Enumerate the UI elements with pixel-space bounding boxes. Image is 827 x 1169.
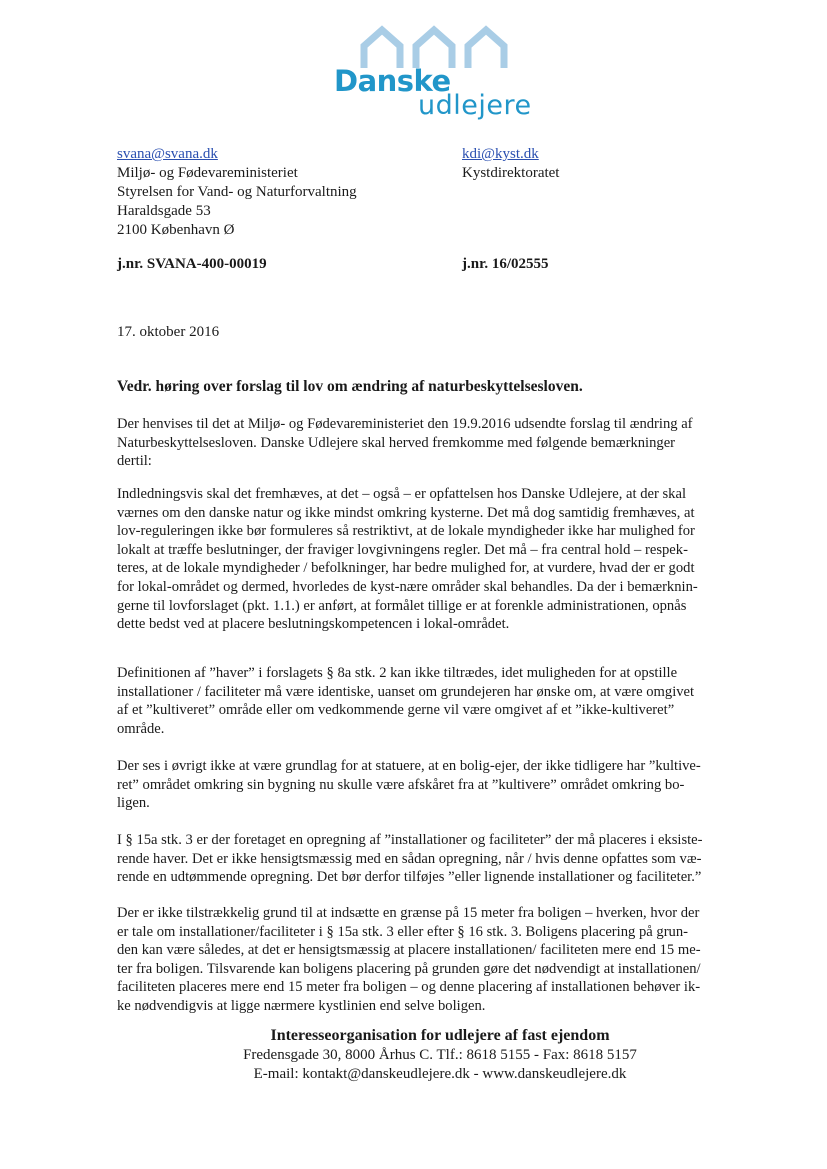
paragraph-line: dette bedst ved at placere beslutningskompetencen i lokal-området. xyxy=(117,616,510,633)
paragraph-line: ret” området omkring sin bygning nu skulle være afskåret fra at ”kultivere” området omkring bo- xyxy=(117,776,685,793)
logo-word-udlejere: udlejere xyxy=(418,90,532,121)
journal-number-right: j.nr. 16/02555 xyxy=(462,256,549,272)
paragraph-line: Der ses i øvrigt ikke at være grundlag for at statuere, at en bolig-ejer, der ikke tidligere har ”kultive- xyxy=(117,758,701,774)
paragraph-line: I § 15a stk. 3 er der foretaget en opregning af ”installationer og faciliteter” der må placeres i eksiste- xyxy=(117,832,703,848)
letter-date: 17. oktober 2016 xyxy=(117,324,220,340)
danske-udlejere-logo xyxy=(330,22,570,122)
paragraph-line: Naturbeskyttelsesloven. Danske Udlejere skal herved fremkomme med følgende bemærkninger xyxy=(117,434,676,451)
paragraph-line: Definitionen af ”haver” i forslagets § 8a stk. 2 kan ikke tiltrædes, idet muligheden for at opstille xyxy=(117,665,678,681)
paragraph-line: Der henvises til det at Miljø- og Fødevareministeriet den 19.9.2016 udsendte forslag til ændring af xyxy=(117,416,693,432)
body-paragraph-1 xyxy=(117,415,757,471)
recipient-left-line: 2100 København Ø xyxy=(117,222,235,238)
body-paragraph-3 xyxy=(117,664,757,738)
recipient-left-email-link[interactable]: svana@svana.dk xyxy=(117,146,218,162)
footer-contact: E-mail: kontakt@danskeudlejere.dk - www.danskeudlejere.dk xyxy=(253,1066,627,1082)
paragraph-line: faciliteten placeres mere end 15 meter fra boligen – og denne placering af installationen behøver ik- xyxy=(117,979,701,996)
paragraph-line: for lokal-området og dermed, hvorledes de kyst-nære områder skal behandles. Da der i bemærknin- xyxy=(117,578,698,595)
body-paragraph-4 xyxy=(117,757,757,813)
paragraph-line: lokalt at træffe beslutninger, der fraviger lovgivningens regler. Det må – fra central hold – respek- xyxy=(117,541,688,558)
paragraph-line: værnes om den danske natur og ikke mindst omkring kysterne. Det må dog samtidig fremhæves, at xyxy=(117,504,695,521)
paragraph-line: Indledningsvis skal det fremhæves, at det – også – er opfattelsen hos Danske Udlejere, at der skal xyxy=(117,486,686,502)
logo-word-danske: Danske xyxy=(334,64,451,98)
paragraph-line: dertil: xyxy=(117,453,152,470)
body-paragraph-5 xyxy=(117,831,757,887)
recipient-left-line: Styrelsen for Vand- og Naturforvaltning xyxy=(117,184,357,200)
footer-title: Interesseorganisation for udlejere af fast ejendom xyxy=(270,1027,610,1044)
paragraph-line: rende en udtømmende opregning. Det bør derfor tilføjes ”eller lignende installationer og faciliteter.” xyxy=(117,869,702,886)
paragraph-line: er tale om installationer/faciliteter i § 15a stk. 3 eller efter § 16 stk. 3. Boligens placering på grun- xyxy=(117,923,689,940)
paragraph-line: gerne til lovforslaget (pkt. 1.1.) er anført, at formålet tillige er at forenkle administrationen, opnås xyxy=(117,597,687,614)
recipient-left xyxy=(117,145,357,240)
paragraph-line: ligen. xyxy=(117,795,150,812)
paragraph-line: lov-reguleringen ikke bør formuleres så restriktivt, at de lokale myndigheder ikke har mulighed for xyxy=(117,523,695,540)
paragraph-line: den kan være således, at det er hensigtsmæssig at placere installationen/ faciliteten mere end 15 me- xyxy=(117,942,701,959)
recipient-left-line: Miljø- og Fødevareministeriet xyxy=(117,165,298,181)
paragraph-line: af et ”kultiveret” område eller om vedkommende gerne vil være omgivet af et ”ikke-kultiveret” xyxy=(117,702,675,719)
paragraph-line: ke nødvendigvis at ligge nærmere kystlinien end selve boligen. xyxy=(117,997,486,1014)
recipient-left-line: Haraldsgade 53 xyxy=(117,203,211,219)
body-paragraph-6 xyxy=(117,904,757,1016)
paragraph-line: rende haver. Det er ikke hensigtsmæssig med en sådan opregning, når / hvis denne opfattes som væ- xyxy=(117,850,702,867)
paragraph-line: teres, at de lokale myndigheder / befolkninger, har bedre mulighed for, at vurdere, hvad der er godt xyxy=(117,560,695,577)
paragraph-line: ter fra boligen. Tilsvarende kan boligens placering på grunden gøre det nødvendigt at installationen/ xyxy=(117,960,701,977)
body-paragraph-2 xyxy=(117,485,757,634)
paragraph-line: Der er ikke tilstrækkelig grund til at indsætte en grænse på 15 meter fra boligen – hverken, hvor der xyxy=(117,905,700,921)
paragraph-line: installationer / faciliteter må være identiske, uanset om grundejeren har ønske om, at være omgivet xyxy=(117,683,695,700)
footer-address: Fredensgade 30, 8000 Århus C. Tlf.: 8618 5155 - Fax: 8618 5157 xyxy=(243,1047,637,1063)
paragraph-line: område. xyxy=(117,720,165,737)
recipient-right xyxy=(462,145,559,183)
journal-number-left: j.nr. SVANA-400-00019 xyxy=(117,256,267,272)
recipient-right-email-link[interactable]: kdi@kyst.dk xyxy=(462,146,539,162)
letter-footer xyxy=(200,1026,680,1084)
letter-subject: Vedr. høring over forslag til lov om ændring af naturbeskyttelsesloven. xyxy=(117,378,583,395)
recipient-right-line: Kystdirektoratet xyxy=(462,165,560,181)
